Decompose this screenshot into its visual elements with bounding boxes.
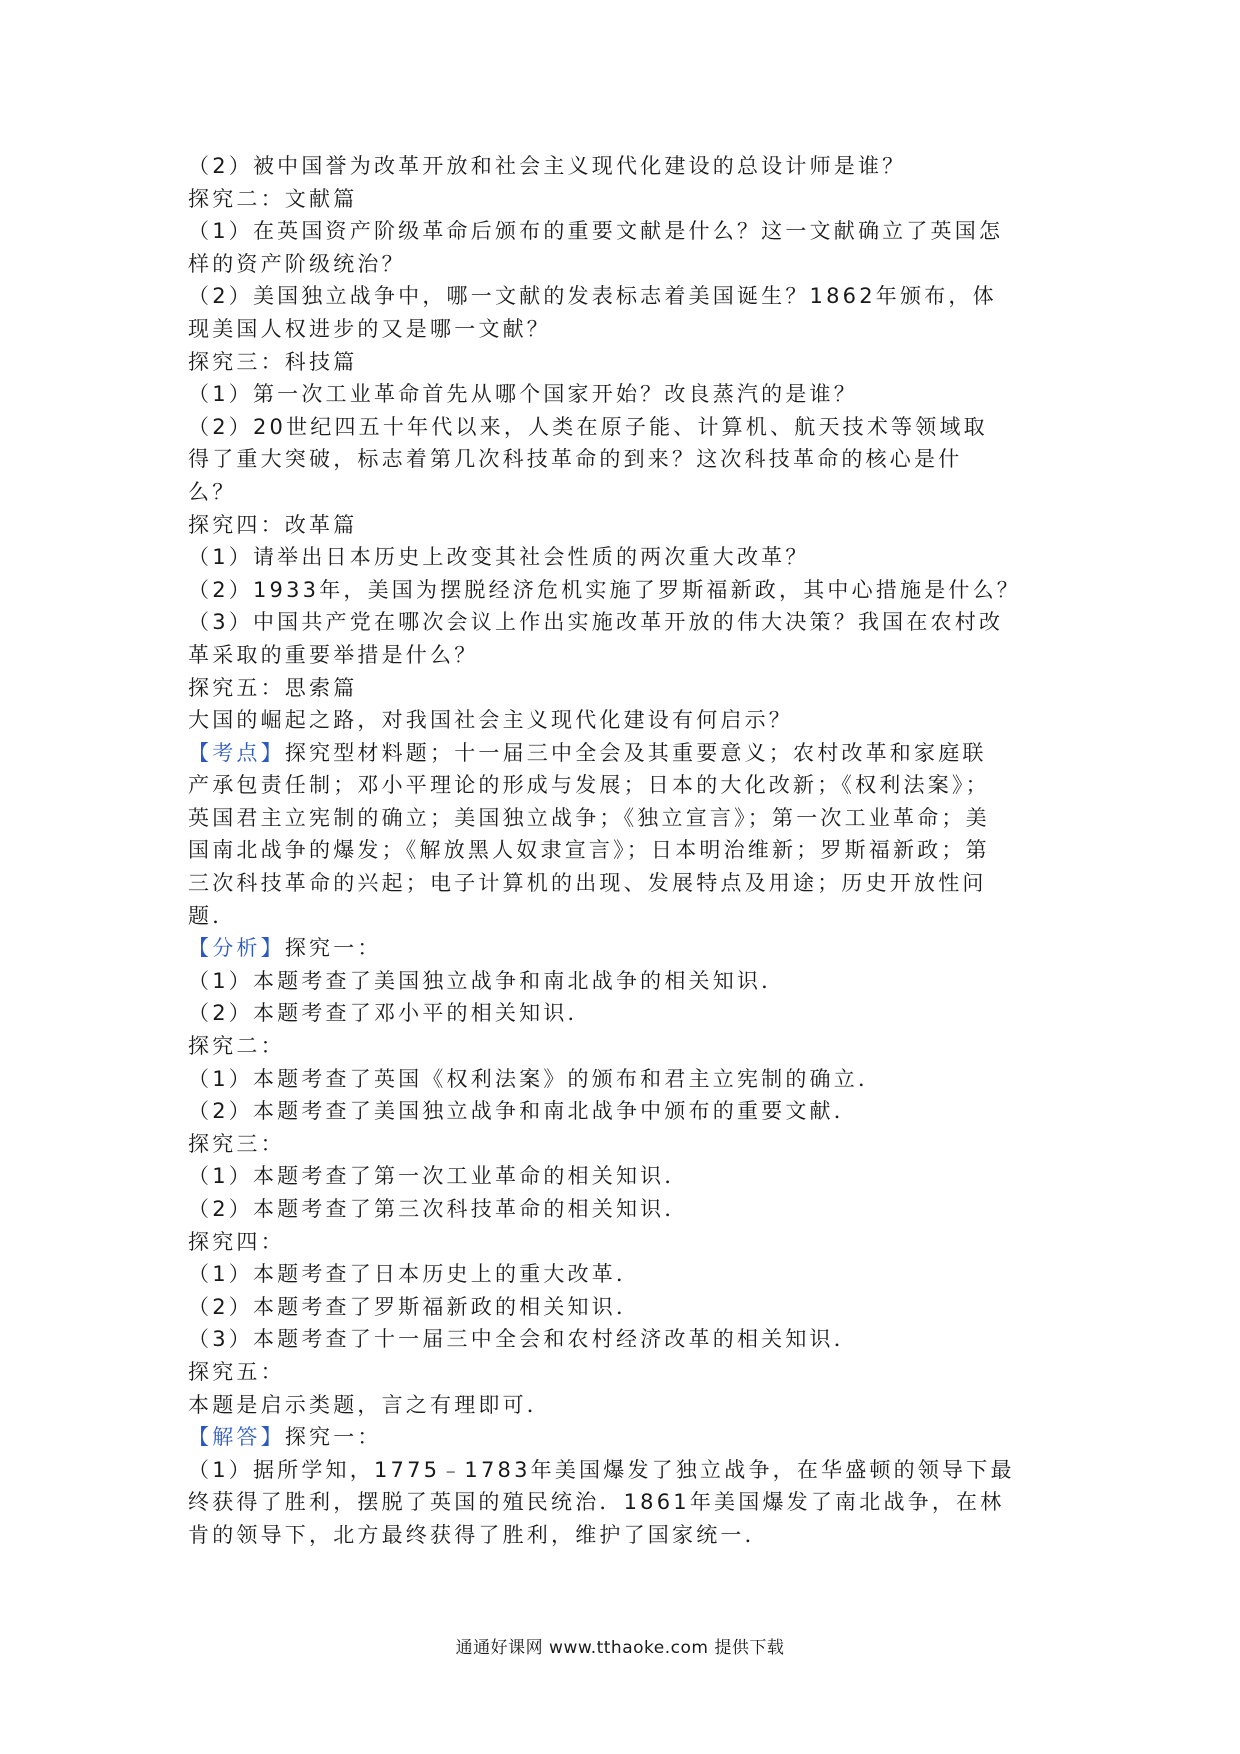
line-text: 题．: [188, 903, 237, 928]
page-footer: 通通好课网 www.tthaoke.com 提供下载: [455, 1638, 785, 1658]
line-text: 探究一：: [284, 936, 382, 961]
text-line: [188, 1160, 1060, 1193]
line-text: （2）本题考查了第三次科技革命的相关知识．: [188, 1197, 689, 1221]
text-line: [188, 476, 1060, 509]
line-text: （1）第一次工业革命首先从哪个国家开始？改良蒸汽的是谁？: [188, 382, 858, 407]
line-text: 探究五：思索篇: [188, 675, 358, 700]
text-line: [188, 1095, 1060, 1128]
section-heading: [188, 183, 1060, 216]
text-line: [188, 997, 1060, 1030]
line-text: （2）20世纪四五十年代以来，人类在原子能、计算机、航天技术等领域取: [188, 414, 988, 439]
text-line: [188, 574, 1060, 607]
section-heading: [188, 509, 1060, 542]
text-line: [188, 378, 1060, 411]
text-line: [188, 1258, 1060, 1291]
line-text: 探究二：: [188, 1034, 285, 1059]
line-text: （3）本题考查了十一届三中全会和农村经济改革的相关知识．: [188, 1327, 858, 1352]
fenxi-line: [188, 932, 1060, 965]
line-text: （2）本题考查了邓小平的相关知识．: [188, 1001, 592, 1026]
text-line: [188, 769, 1060, 802]
text-line: [188, 280, 1060, 313]
line-text: 国南北战争的爆发；《解放黑人奴隶宣言》；日本明治维新；罗斯福新政；第: [188, 838, 990, 863]
text-line: [188, 1389, 1060, 1422]
kaodian-line: [188, 737, 1060, 770]
text-line: [188, 1323, 1060, 1356]
line-text: 探究一：: [284, 1425, 382, 1450]
text-line: [188, 1030, 1060, 1063]
jieda-tag: 【解答】: [188, 1425, 285, 1450]
text-line: [188, 867, 1060, 900]
line-text: （1）本题考查了第一次工业革命的相关知识．: [188, 1164, 689, 1189]
text-line: [188, 313, 1060, 346]
text-line: [188, 900, 1060, 933]
text-line: [188, 150, 1060, 183]
text-line: [188, 1291, 1060, 1324]
text-line: [188, 541, 1060, 574]
text-line: [188, 1519, 1060, 1552]
line-text: （1）在英国资产阶级革命后颁布的重要文献是什么？这一文献确立了英国怎: [188, 219, 1004, 244]
text-line: [188, 1193, 1060, 1226]
line-text: 探究四：: [188, 1229, 285, 1254]
line-text: 现美国人权进步的又是哪一文献？: [188, 316, 551, 341]
line-text: （2）本题考查了罗斯福新政的相关知识．: [188, 1294, 641, 1319]
line-text: 产承包责任制；邓小平理论的形成与发展；日本的大化改新；《权利法案》；: [188, 773, 990, 798]
line-text: 英国君主立宪制的确立；美国独立战争；《独立宣言》；第一次工业革命；美: [188, 805, 990, 830]
document-body: [188, 150, 1060, 1552]
text-line: [188, 704, 1060, 737]
line-text: 本题是启示类题，言之有理即可．: [188, 1392, 551, 1417]
line-text: 终获得了胜利，摆脱了英国的殖民统治．1861年美国爆发了南北战争，在林: [188, 1490, 1005, 1515]
text-line: [188, 1486, 1060, 1519]
text-line: [188, 802, 1060, 835]
text-line: [188, 1454, 1060, 1487]
text-line: [188, 411, 1060, 444]
section-heading: [188, 346, 1060, 379]
line-text: （1）据所学知，1775﹣1783年美国爆发了独立战争，在华盛顿的领导下最: [188, 1457, 1015, 1482]
text-line: [188, 1356, 1060, 1389]
line-text: 革采取的重要举措是什么？: [188, 642, 479, 667]
line-text: （2）本题考查了美国独立战争和南北战争中颁布的重要文献．: [188, 1099, 858, 1124]
line-text: （2）美国独立战争中，哪一文献的发表标志着美国诞生？1862年颁布，体: [188, 284, 997, 309]
text-line: [188, 834, 1060, 867]
text-line: [188, 248, 1060, 281]
line-text: （2）1933年，美国为摆脱经济危机实施了罗斯福新政，其中心措施是什么？: [188, 577, 1022, 602]
line-text: （1）本题考查了英国《权利法案》的颁布和君主立宪制的确立．: [188, 1066, 883, 1091]
line-text: （1）本题考查了日本历史上的重大改革．: [188, 1262, 641, 1287]
line-text: 么？: [188, 479, 237, 504]
line-text: 样的资产阶级统治？: [188, 251, 406, 276]
text-line: [188, 215, 1060, 248]
section-heading: [188, 672, 1060, 705]
line-text: （3）中国共产党在哪次会议上作出实施改革开放的伟大决策？我国在农村改: [188, 610, 1004, 635]
line-text: 肯的领导下，北方最终获得了胜利，维护了国家统一．: [188, 1522, 769, 1547]
text-line: [188, 639, 1060, 672]
kaodian-tag: 【考点】: [188, 740, 285, 765]
text-line: [188, 1128, 1060, 1161]
line-text: （1）请举出日本历史上改变其社会性质的两次重大改革？: [188, 545, 810, 570]
line-text: 探究三：科技篇: [188, 349, 358, 374]
line-text: 探究型材料题；十一届三中全会及其重要意义；农村改革和家庭联: [284, 740, 987, 765]
fenxi-tag: 【分析】: [188, 936, 285, 961]
line-text: 探究四：改革篇: [188, 512, 358, 537]
line-text: （1）本题考查了美国独立战争和南北战争的相关知识．: [188, 968, 786, 993]
line-text: 三次科技革命的兴起；电子计算机的出现、发展特点及用途；历史开放性问: [188, 871, 987, 896]
jieda-line: [188, 1421, 1060, 1454]
text-line: [188, 1063, 1060, 1096]
line-text: 大国的崛起之路，对我国社会主义现代化建设有何启示？: [188, 708, 793, 733]
line-text: 探究三：: [188, 1131, 285, 1156]
text-line: [188, 443, 1060, 476]
line-text: 探究二：文献篇: [188, 186, 358, 211]
line-text: 得了重大突破，标志着第几次科技革命的到来？这次科技革命的核心是什: [188, 447, 963, 472]
line-text: （2）被中国誉为改革开放和社会主义现代化建设的总设计师是谁？: [188, 154, 907, 178]
line-text: 探究五：: [188, 1359, 285, 1384]
text-line: [188, 1226, 1060, 1259]
text-line: [188, 965, 1060, 998]
text-line: [188, 606, 1060, 639]
